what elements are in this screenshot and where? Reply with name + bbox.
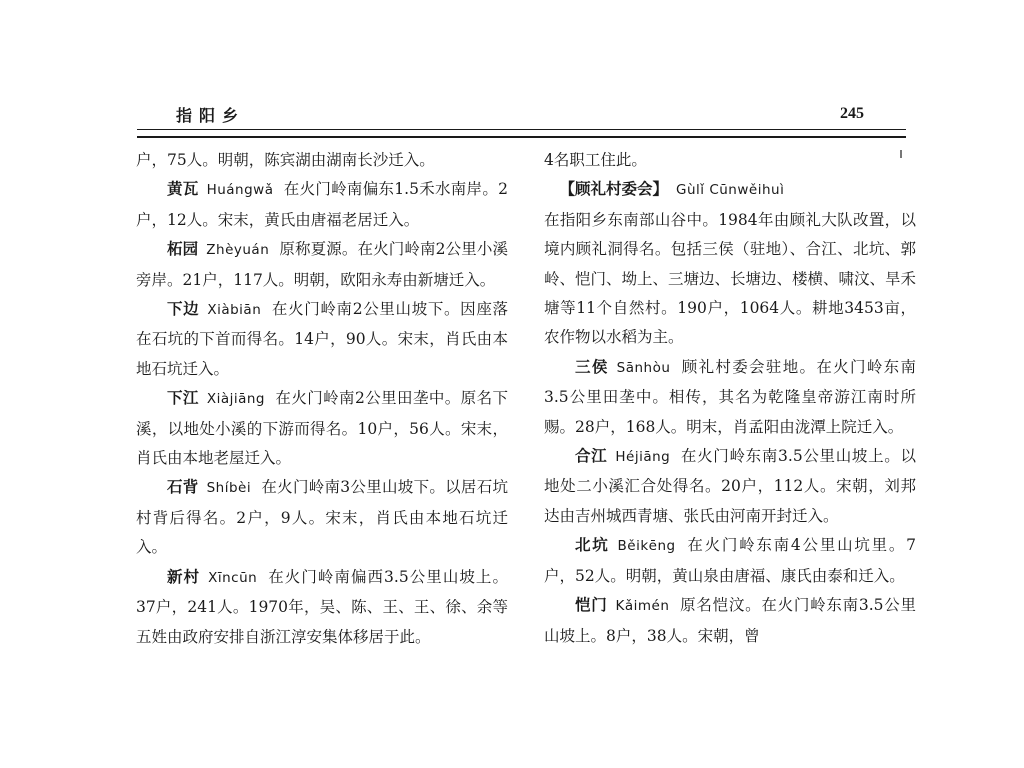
- entry-text: 原称夏源。在火门岭南2公里小溪旁岸。21户，117人。明朝，欧阳永寿由新塘迁入。: [136, 240, 508, 289]
- entry-name: 北坑: [575, 536, 610, 555]
- entry-pinyin: Shíbèi: [206, 480, 252, 497]
- continued-paragraph: 4名职工住此。: [544, 151, 647, 169]
- entry-text: 在火门岭南2公里田垄中。原名下溪，以地处小溪的下游而得名。10户，56人。宋末，肖氏由本地老屋迁入。: [136, 389, 508, 468]
- header-rule-thick: [137, 136, 906, 138]
- entry-name: 新村: [167, 567, 201, 586]
- entry-pinyin: Kǎimén: [615, 598, 670, 615]
- entry-name: 三侯: [575, 357, 609, 376]
- committee-pinyin: Gùlǐ Cūnwěihuì: [676, 182, 785, 199]
- header-rule-thin: [137, 129, 906, 130]
- entry-xincun: [136, 563, 508, 652]
- entry-pinyin: Héjiāng: [615, 449, 671, 466]
- entry-name: 柘园: [167, 240, 199, 259]
- committee-description: 在指阳乡东南部山谷中。1984年由顾礼大队改置，以境内顾礼洞得名。包括三侯（驻地）、合江、北坑、郭岭、恺门、坳上、三塘边、长塘边、楼横、啸汶、旱禾塘等11个自然村。190户，1064人。耕地3453亩，农作物以水稻为主。: [544, 210, 917, 347]
- entry-pinyin: Xiàjiāng: [206, 391, 265, 408]
- entry-huangwa: [136, 175, 508, 235]
- entry-pinyin: Běikēng: [617, 538, 676, 555]
- entry-shibei: [136, 473, 508, 562]
- entry-text: 原名恺汶。在火门岭东南3.5公里山坡上。8户，38人。宋朝，曾: [544, 596, 916, 645]
- running-title: 指阳乡: [176, 106, 246, 125]
- entry-text: 在火门岭东南3.5公里山坡上。以地处二小溪汇合处得名。20户，112人。宋朝，刘邦达由吉州城西青塘、张氏由河南开封迁入。: [544, 447, 916, 525]
- entry-pinyin: Xiàbiān: [207, 302, 262, 319]
- entry-name: 合江: [575, 447, 608, 466]
- entry-xiabian: [136, 295, 508, 384]
- entry-pinyin: Xīncūn: [208, 569, 258, 586]
- entry-name: 黄瓦: [167, 180, 199, 199]
- entry-beikeng: [544, 531, 916, 591]
- entry-text: 在火门岭东南4公里山坑里。7户，52人。明朝，黄山泉由唐福、康氏由泰和迁入。: [544, 536, 916, 585]
- entry-sanhou: [544, 353, 916, 442]
- right-column: [544, 146, 916, 651]
- entry-kaimen: [544, 591, 916, 651]
- entry-name: 下江: [167, 389, 199, 408]
- entry-text: 在火门岭南偏东1.5禾水南岸。2户，12人。宋末，黄氏由唐福老居迁入。: [136, 180, 508, 229]
- entry-text: 在火门岭南3公里山坡下。以居石坑村背后得名。2户，9人。宋末，肖氏由本地石坑迁入。: [136, 478, 508, 557]
- continued-paragraph: 户，75人。明朝，陈宾湖由湖南长沙迁入。: [136, 151, 435, 169]
- entry-zheyuan: [136, 235, 508, 295]
- left-column: [136, 146, 508, 652]
- entry-hejiang: [544, 442, 916, 531]
- entry-pinyin: Huángwǎ: [206, 182, 274, 199]
- entry-text: 在火门岭南2公里山坡下。因座落在石坑的下首而得名。14户，90人。宋末，肖氏由本地石坑迁入。: [136, 300, 508, 378]
- page-number: 245: [840, 105, 864, 122]
- entry-pinyin: Sānhòu: [616, 359, 671, 376]
- entry-text: 顾礼村委会驻地。在火门岭东南3.5公里田垄中。相传，其名为乾隆皇帝游江南时所赐。28户，168人。明末，肖孟阳由泷潭上院迁入。: [544, 357, 916, 436]
- entry-name: 下边: [167, 300, 200, 319]
- entry-xiajiang: [136, 384, 508, 473]
- committee-title: 【顾礼村委会】: [559, 180, 669, 199]
- entry-pinyin: Zhèyuán: [206, 242, 270, 259]
- entry-name: 恺门: [575, 596, 608, 615]
- entry-name: 石背: [167, 478, 199, 497]
- entry-text: 在火门岭南偏西3.5公里山坡上。37户，241人。1970年，吴、陈、王、王、徐、余等五姓由政府安排自浙江淳安集体移居于此。: [136, 567, 508, 646]
- committee-heading: [544, 175, 916, 205]
